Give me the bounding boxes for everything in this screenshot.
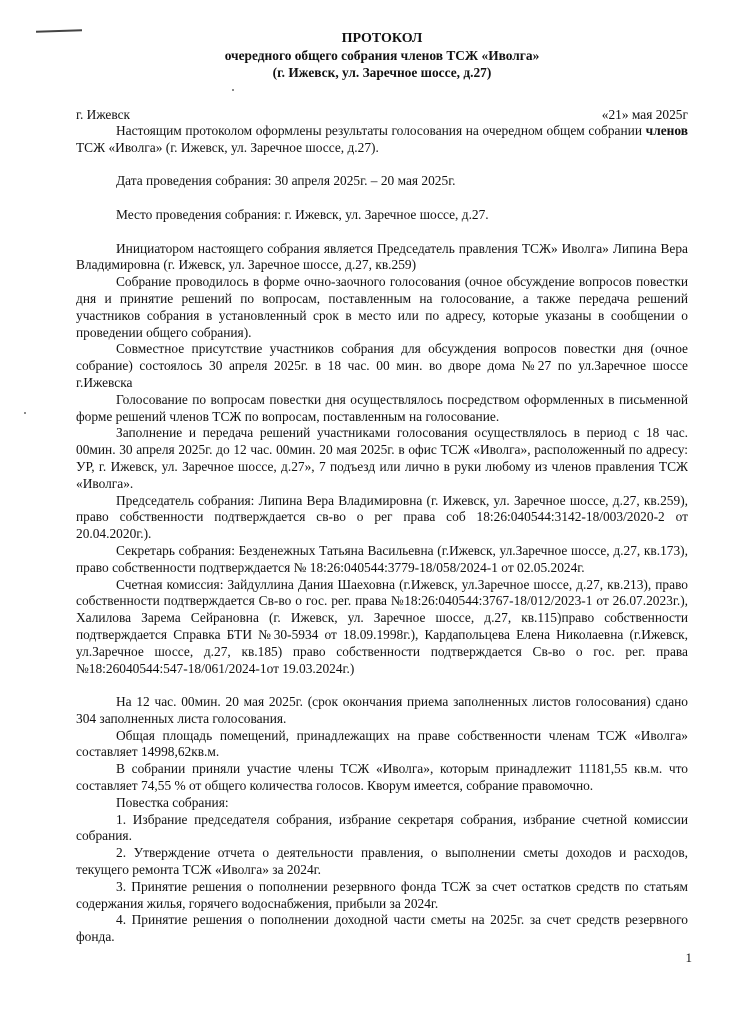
agenda-item-4: 4. Принятие решения о пополнении доходной части сметы на 2025г. за счет средств резервного фонда. <box>76 912 688 945</box>
paragraph-deadline: На 12 час. 00мин. 20 мая 2025г. (срок окончания приема заполненных листов голосования) сдано 304 заполненных листа голосования. <box>76 694 688 726</box>
paragraph-commission: Счетная комиссия: Зайдуллина Дания Шаеховна (г.Ижевск, ул.Заречное шоссе, д.27, кв.213), право собственности подтверждается Св-во о гос. рег. права №18:26:040544:3767-18/012/2023-1 от 26.07.2023г.), Халилова Зарема Сейрановна (г. Ижевск, ул. Заречное шоссе, д.27, кв.115)право собственности подтверждается Справка БТИ №30-5934 от 18.09.1998г.), Кардапольцева Елена Николаевна (г.Ижевск, ул.Заречное шоссе, д.27, кв.185) право собственности подтверждается Св-во о гос. рег. права №18:26040544:547-18/061/2024-1от 19.03.2024г.) <box>76 576 688 676</box>
agenda-item-1: 1. Избрание председателя собрания, избрание секретаря собрания, избрание счетной комиссии собрания. <box>76 811 688 844</box>
city: г. Ижевск <box>76 107 131 122</box>
agenda-item-2: 2. Утверждение отчета о деятельности правления, о выполнении сметы доходов и расходов, текущего ремонта ТСЖ «Иволга» за 2024г. <box>76 845 688 878</box>
intro-bold: членов <box>645 123 688 138</box>
document-address: (г. Ижевск, ул. Заречное шоссе, д.27) <box>272 65 492 80</box>
document-header <box>76 30 688 81</box>
intro-text: Настоящим протоколом оформлены результаты голосования на очередном общем собрании <box>116 123 643 138</box>
paragraph-secretary: Секретарь собрания: Безденежных Татьяна Васильевна (г.Ижевск, ул.Заречное шоссе, д.27, кв.173), право собственности подтверждается № 18:26:040544:3779-18/058/2024-1 от 02.05.2024г. <box>76 542 688 575</box>
document-date: «21» мая 2025г <box>601 107 688 122</box>
paragraph-initiator: Инициатором настоящего собрания является Председатель правления ТСЖ» Иволга» Липина Вера Владимировна (г. Ижевск, ул. Заречное шоссе, д.27, кв.259) <box>76 240 688 273</box>
paragraph-chair: Председатель собрания: Липина Вера Владимировна (г. Ижевск, ул. Заречное шоссе, д.27, кв.259), право собственности подтверждается св-во о рег права соб 18:26:040544:3142-18/003/2020-2 от 20.04.2020г.). <box>76 492 688 542</box>
agenda-item-3: 3. Принятие решения о пополнении резервного фонда ТСЖ за счет остатков средств по статьям содержания жилья, горячего водоснабжения, прибыли за 2024г. <box>76 878 688 911</box>
document-title: ПРОТОКОЛ <box>341 31 423 46</box>
city-date-line <box>76 107 688 123</box>
paragraph-quorum: В собрании приняли участие члены ТСЖ «Иволга», которым принадлежит 11181,55 кв.м. что составляет 74,55 % от общего количества голосов. Кворум имеется, собрание правомочно. <box>76 761 688 794</box>
paragraph-filling: Заполнение и передача решений участниками голосования осуществлялось в период с 18 час. 00мин. 30 апреля 2025г. до 12 час. 00мин. 20 мая 2025г. в офис ТСЖ «Иволга», расположенный по адресу: УР, г. Ижевск, ул. Заречное шоссе, д.27», 7 подъезд или лично в руки любому из членов правления ТСЖ «Иволга». <box>76 425 688 491</box>
paragraph-intro <box>76 123 688 157</box>
document-page <box>76 30 688 946</box>
paragraph-place: Место проведения собрания: г. Ижевск, ул. Заречное шоссе, д.27. <box>116 206 489 222</box>
paragraph-dates: Дата проведения собрания: 30 апреля 2025г. – 20 мая 2025г. <box>116 173 456 189</box>
document-subtitle: очередного общего собрания членов ТСЖ «Иволга» <box>224 48 540 63</box>
scan-artifact-dot <box>24 412 26 414</box>
page-number: 1 <box>685 950 692 965</box>
agenda-title: Повестка собрания: <box>116 794 229 810</box>
paragraph-area: Общая площадь помещений, принадлежащих на праве собственности членам ТСЖ «Иволга» составляет 14998,62кв.м. <box>76 727 688 760</box>
paragraph-joint: Совместное присутствие участников собрания для обсуждения вопросов повестки дня (очное собрание) состоялось 30 апреля 2025г. в 18 час. 00 мин. во дворе дома №27 по ул.Заречное шоссе г.Ижевска <box>76 341 688 390</box>
paragraph-form: Собрание проводилось в форме очно-заочного голосования (очное обсуждение вопросов повестки дня и принятие решений по вопросам, поставленным на голосование, а также передача решений участников собрания в установленный срок в место или по адресу, которые указаны в сообщении о проведении общего собрания). <box>76 274 688 340</box>
intro-text-end: ТСЖ «Иволга» (г. Ижевск, ул. Заречное шоссе, д.27). <box>76 139 379 155</box>
paragraph-voting: Голосование по вопросам повестки дня осуществлялось посредством оформленных в письменной форме решений членов ТСЖ по вопросам, поставленным на голосование. <box>76 391 688 424</box>
